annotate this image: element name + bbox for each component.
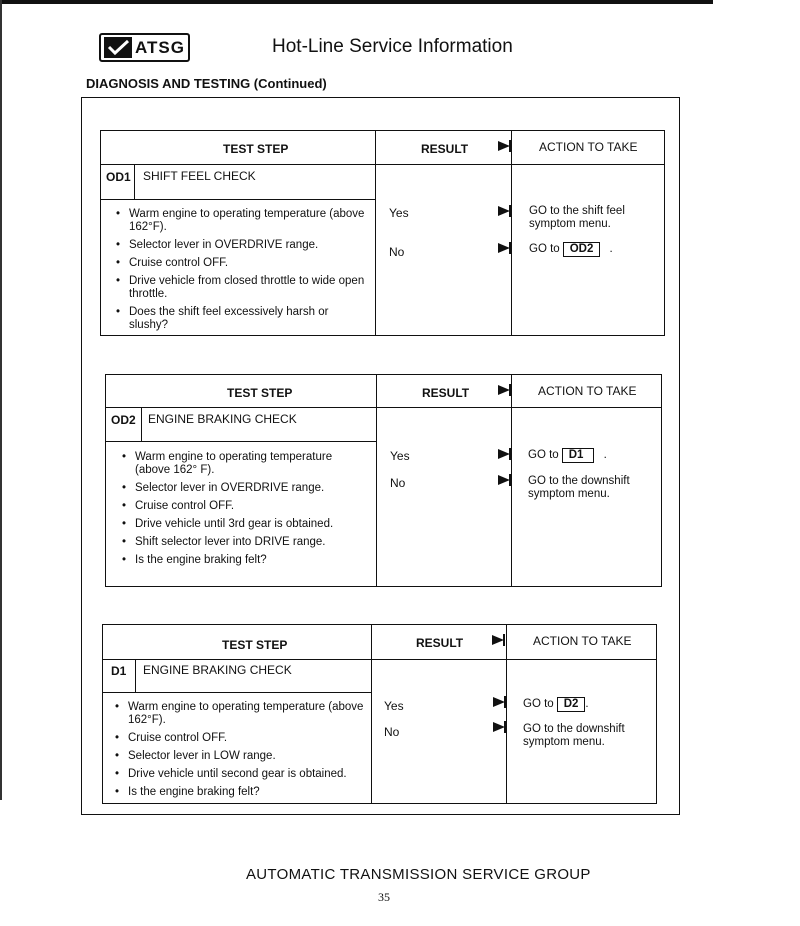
col-header-action: ACTION TO TAKE <box>539 140 638 154</box>
check-list <box>115 208 365 337</box>
action-text: GO to <box>529 243 560 255</box>
col-header-result: RESULT <box>421 142 469 156</box>
arrow-icon <box>498 206 510 216</box>
list-item: • Cruise control OFF. <box>114 732 369 745</box>
action-no: GO to the downshift symptom menu. <box>528 475 630 500</box>
action-suffix: . <box>585 698 589 710</box>
arrow-icon <box>498 475 510 485</box>
step-id: OD2 <box>111 413 136 427</box>
list-item: • Warm engine to operating temperature (above 162°F). <box>115 208 365 234</box>
list-item: • Selector lever in LOW range. <box>114 750 369 763</box>
list-item: • Is the engine braking felt? <box>114 786 369 799</box>
page-number: 35 <box>378 890 390 904</box>
action-yes <box>523 697 589 712</box>
step-name: ENGINE BRAKING CHECK <box>148 412 297 426</box>
col-header-action: ACTION TO TAKE <box>533 634 632 648</box>
list-item: • Selector lever in OVERDRIVE range. <box>121 482 366 495</box>
action-text: GO to <box>523 698 554 710</box>
list-item: • Selector lever in OVERDRIVE range. <box>115 239 365 252</box>
col-header-test-step: TEST STEP <box>227 386 293 400</box>
test-table-d1 <box>102 624 657 804</box>
list-item: • Drive vehicle from closed throttle to wide open throttle. <box>115 275 365 301</box>
action-no <box>529 242 613 257</box>
step-name: ENGINE BRAKING CHECK <box>143 663 292 677</box>
test-table-od2 <box>105 374 662 587</box>
col-header-action: ACTION TO TAKE <box>538 384 637 398</box>
list-item: • Drive vehicle until 3rd gear is obtained. <box>121 518 366 531</box>
action-yes <box>528 448 607 463</box>
list-item: • Shift selector lever into DRIVE range. <box>121 536 366 549</box>
test-table-od1 <box>100 130 665 336</box>
action-text: GO to <box>528 449 559 461</box>
list-item: • Cruise control OFF. <box>121 500 366 513</box>
col-header-test-step: TEST STEP <box>222 638 288 652</box>
result-yes: Yes <box>389 206 409 220</box>
arrow-icon <box>498 385 510 395</box>
col-header-result: RESULT <box>416 636 464 650</box>
col-header-test-step: TEST STEP <box>223 142 289 156</box>
result-no: No <box>389 245 405 259</box>
section-title: DIAGNOSIS AND TESTING (Continued) <box>86 76 327 91</box>
logo-text: ATSG <box>135 37 185 57</box>
atsg-logo <box>99 33 190 62</box>
list-item: • Warm engine to operating temperature (above 162°F). <box>114 701 369 727</box>
arrow-icon <box>492 635 504 645</box>
arrow-icon <box>493 722 505 732</box>
result-yes: Yes <box>384 699 404 713</box>
step-name: SHIFT FEEL CHECK <box>143 169 256 183</box>
arrow-icon <box>498 449 510 459</box>
action-suffix: . <box>609 243 613 255</box>
step-id: OD1 <box>106 170 131 184</box>
step-id: D1 <box>111 664 127 678</box>
step-reference: D2 <box>557 697 586 712</box>
list-item: • Does the shift feel excessively harsh or slushy? <box>115 306 365 332</box>
step-reference: OD2 <box>563 242 601 257</box>
check-list <box>121 451 366 572</box>
list-item: • Is the engine braking felt? <box>121 554 366 567</box>
result-yes: Yes <box>390 449 410 463</box>
list-item: • Drive vehicle until second gear is obtained. <box>114 768 369 781</box>
action-yes: GO to the shift feel symptom menu. <box>529 205 625 230</box>
left-rule <box>0 0 2 800</box>
result-no: No <box>390 476 406 490</box>
list-item: • Cruise control OFF. <box>115 257 365 270</box>
arrow-icon <box>493 697 505 707</box>
action-suffix: . <box>603 449 607 461</box>
result-no: No <box>384 725 400 739</box>
arrow-icon <box>498 243 510 253</box>
step-reference: D1 <box>562 448 595 463</box>
action-no: GO to the downshift symptom menu. <box>523 723 625 748</box>
footer-org: AUTOMATIC TRANSMISSION SERVICE GROUP <box>246 866 591 883</box>
checkmark-icon <box>104 37 132 58</box>
check-list <box>114 701 369 804</box>
top-rule <box>0 0 713 4</box>
list-item: • Warm engine to operating temperature (above 162° F). <box>121 451 366 477</box>
arrow-icon <box>498 141 510 151</box>
col-header-result: RESULT <box>422 386 470 400</box>
page-title: Hot-Line Service Information <box>272 36 513 57</box>
